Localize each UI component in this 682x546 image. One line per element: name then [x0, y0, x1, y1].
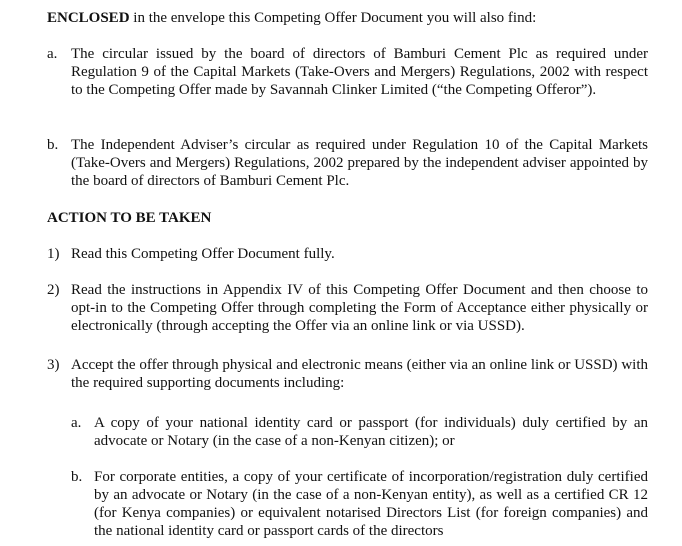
action-item-1-text: Read this Competing Offer Document fully.: [71, 246, 335, 262]
action-item-2-text: Read the instructions in Appendix IV of this Competing Offer Document and then choose to opt-in to the Competing Offer through completing the Form of Acceptance either physically or electronically (through accepting the Offer via an online link or via USSD).: [71, 282, 648, 334]
intro-bold-lead: ENCLOSED: [47, 10, 130, 26]
enclosed-item-b: [47, 136, 648, 190]
sub-item-b: [71, 468, 648, 540]
action-item-3-text: Accept the offer through physical and electronic means (either via an online link or USSD) with the required supporting documents including:: [71, 357, 648, 391]
sub-item-a-text: A copy of your national identity card or passport (for individuals) duly certified by an advocate or Notary (in the case of a non-Kenyan citizen); or: [94, 415, 648, 449]
sub-item-a-marker: a.: [71, 415, 82, 431]
action-item-1-marker: 1): [47, 246, 60, 262]
action-item-1: [47, 245, 648, 263]
action-item-3-marker: 3): [47, 357, 60, 373]
action-item-3: [47, 356, 648, 392]
intro-text: in the envelope this Competing Offer Document you will also find:: [129, 10, 537, 26]
enclosed-item-a-marker: a.: [47, 46, 58, 62]
enclosed-item-a: [47, 45, 648, 99]
sub-item-b-text: For corporate entities, a copy of your certificate of incorporation/registration duly certified by an advocate or Notary (in the case of a non-Kenyan entity), as well as a certified CR 12 (for Kenya companies) or equivalent notarised Directors List (for foreign companies) and the national identity card or passport cards of the directors: [94, 469, 648, 539]
action-item-2: [47, 281, 648, 335]
action-heading: ACTION TO BE TAKEN: [47, 210, 212, 226]
enclosed-item-b-text: The Independent Adviser’s circular as required under Regulation 10 of the Capital Markets (Take-Overs and Mergers) Regulations, 2002 prepared by the independent adviser appointed by the board of directors of Bamburi Cement Plc.: [71, 137, 648, 189]
sub-item-a: [71, 414, 648, 450]
sub-item-b-marker: b.: [71, 469, 83, 485]
enclosed-item-a-text: The circular issued by the board of directors of Bamburi Cement Plc as required under Regulation 9 of the Capital Markets (Take-Overs and Mergers) Regulations, 2002 with respect to the Competing Offer made by Savannah Clinker Limited (“the Competing Offeror”).: [71, 46, 648, 98]
enclosed-item-b-marker: b.: [47, 137, 59, 153]
action-item-2-marker: 2): [47, 282, 60, 298]
intro-paragraph: [47, 9, 648, 27]
